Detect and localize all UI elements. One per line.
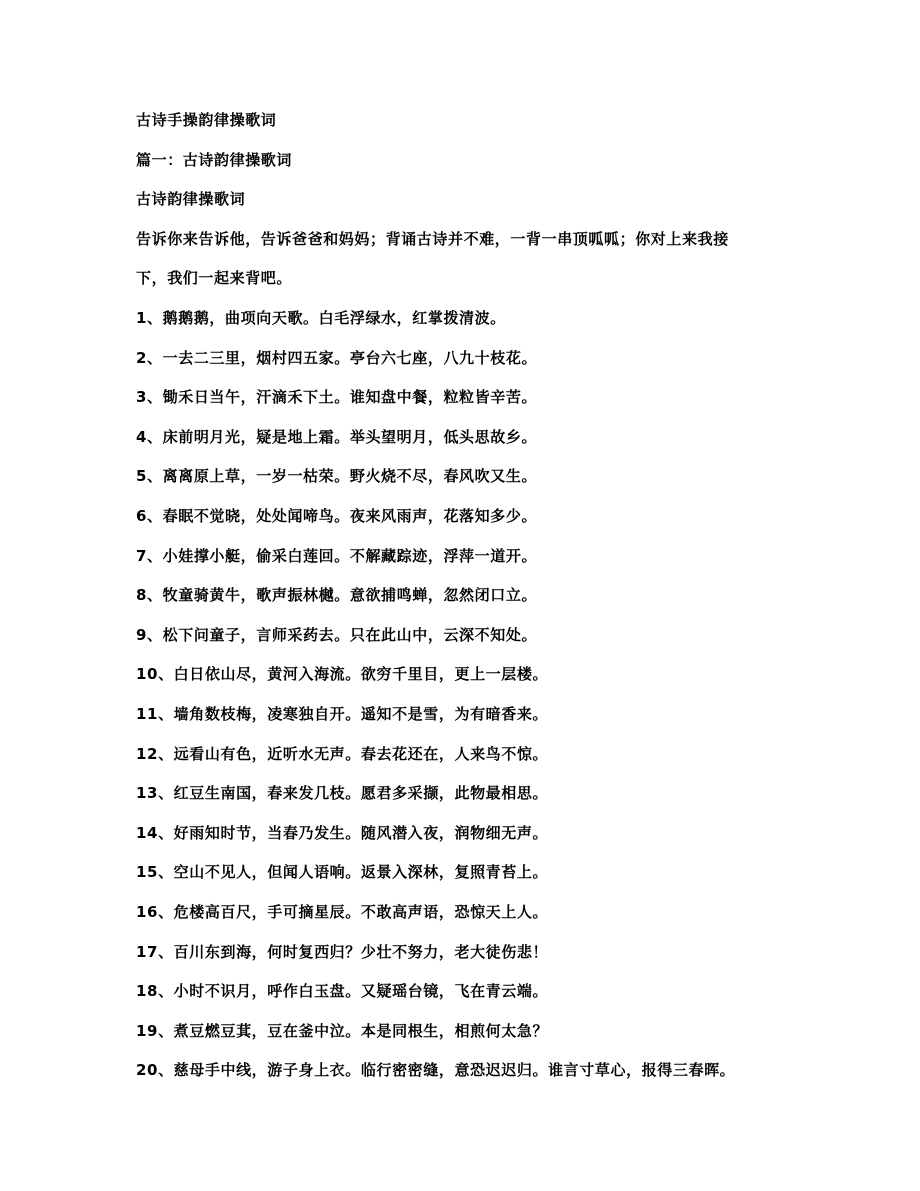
subheading: 古诗韵律操歌词 xyxy=(136,190,246,208)
poem-line: 17、百川东到海，何时复西归？少壮不努力，老大徒伤悲！ xyxy=(136,943,549,961)
poem-line: 5、离离原上草，一岁一枯荣。野火烧不尽，春风吹又生。 xyxy=(136,467,538,485)
poem-line: 20、慈母手中线，游子身上衣。临行密密缝，意恐迟迟归。谁言寸草心，报得三春晖。 xyxy=(136,1061,736,1079)
poem-line: 13、红豆生南国，春来发几枝。愿君多采撷，此物最相思。 xyxy=(136,784,549,802)
poem-line: 4、床前明月光，疑是地上霜。举头望明月，低头思故乡。 xyxy=(136,428,538,446)
intro-line-1: 告诉你来告诉他，告诉爸爸和妈妈；背诵古诗并不难，一背一串顶呱呱；你对上来我接 xyxy=(136,230,729,248)
section-heading: 篇一：古诗韵律操歌词 xyxy=(136,151,293,169)
poem-line: 12、远看山有色，近听水无声。春去花还在，人来鸟不惊。 xyxy=(136,745,549,763)
poem-line: 19、煮豆燃豆萁，豆在釜中泣。本是同根生，相煎何太急？ xyxy=(136,1022,549,1040)
poem-line: 2、一去二三里，烟村四五家。亭台六七座，八九十枝花。 xyxy=(136,349,538,367)
poem-line: 15、空山不见人，但闻人语响。返景入深林，复照青苔上。 xyxy=(136,863,549,881)
poem-line: 3、锄禾日当午，汗滴禾下土。谁知盘中餐，粒粒皆辛苦。 xyxy=(136,388,538,406)
poem-line: 1、鹅鹅鹅，曲项向天歌。白毛浮绿水，红掌拨清波。 xyxy=(136,309,506,327)
poem-line: 9、松下问童子，言师采药去。只在此山中，云深不知处。 xyxy=(136,626,538,644)
document-title: 古诗手操韵律操歌词 xyxy=(136,111,277,129)
poem-line: 16、危楼高百尺，手可摘星辰。不敢高声语，恐惊天上人。 xyxy=(136,903,549,921)
poem-line: 18、小时不识月，呼作白玉盘。又疑瑶台镜，飞在青云端。 xyxy=(136,982,549,1000)
poem-line: 10、白日依山尽，黄河入海流。欲穷千里目，更上一层楼。 xyxy=(136,665,549,683)
poem-line: 11、墙角数枝梅，凌寒独自开。遥知不是雪，为有暗香来。 xyxy=(136,705,549,723)
intro-line-2: 下，我们一起来背吧。 xyxy=(136,269,293,287)
poem-line: 14、好雨知时节，当春乃发生。随风潜入夜，润物细无声。 xyxy=(136,824,549,842)
poem-line: 8、牧童骑黄牛，歌声振林樾。意欲捕鸣蝉，忽然闭口立。 xyxy=(136,586,538,604)
poem-line: 6、春眠不觉晓，处处闻啼鸟。夜来风雨声，花落知多少。 xyxy=(136,507,538,525)
poem-line: 7、小娃撑小艇，偷采白莲回。不解藏踪迹，浮萍一道开。 xyxy=(136,547,538,565)
